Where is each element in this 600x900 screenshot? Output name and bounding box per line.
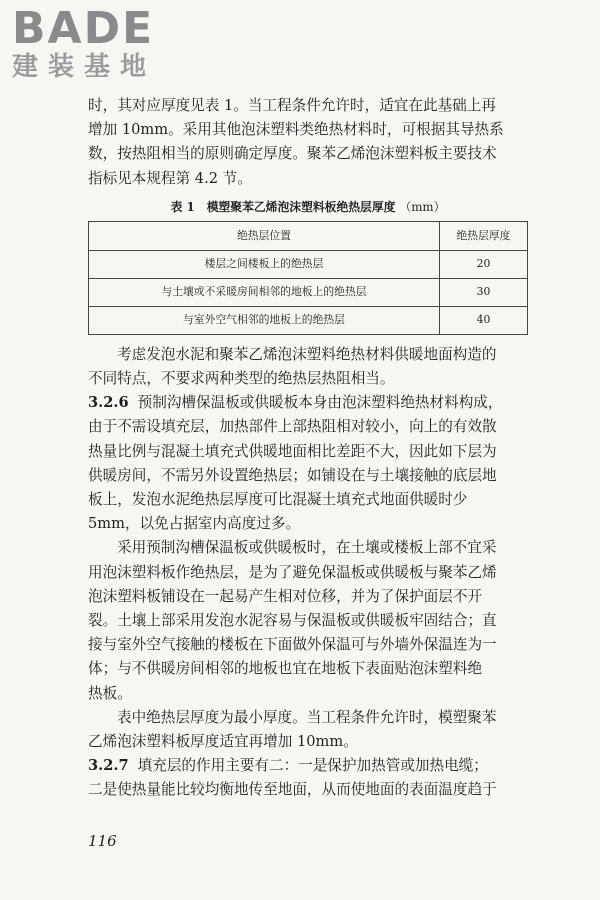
section-number: 3.2.6 [88,394,129,412]
paragraph-prefab-board [88,536,528,705]
text-line: 考虑发泡水泥和聚苯乙烯泡沫塑料绝热材料供暖地面构造的 [117,345,497,363]
table-row [89,250,528,278]
logo [12,3,157,82]
text-line: 指标见本规程第 4.2 节。 [88,169,252,187]
text-line: 泡沫塑料板铺设在一起易产生相对位移，并为了保护面层不开 [88,587,483,605]
paragraph-minimum-thickness [88,706,528,754]
text-line: 用泡沫塑料板作绝热层，是为了避免保温板或供暖板与聚苯乙烯 [88,563,497,581]
text-line: 热板。 [88,684,132,702]
logo-sub-text: 建装基地 [12,52,157,82]
table-cell: 40 [440,306,528,334]
text-line: 预制沟槽保温板或供暖板本身由泡沫塑料绝热材料构成， [137,394,503,412]
table-cell: 楼层之间楼板上的绝热层 [89,250,440,278]
text-line: 供暖房间，不需另外设置绝热层；如铺设在与土壤接触的底层地 [88,466,497,484]
text-line: 填充层的作用主要有二：一是保护加热管或加热电缆； [137,757,488,775]
section-3-2-7 [88,754,528,802]
table-header-cell: 绝热层厚度 [440,221,528,250]
paragraph-top [88,94,528,191]
text-line: 数，按热阻相当的原则确定厚度。聚苯乙烯泡沫塑料板主要技术 [88,145,497,163]
table-row [89,278,528,306]
text-line: 裂。土壤上部采用发泡水泥容易与保温板或供暖板牢固结合；直 [88,612,497,630]
table-caption-number: 表 1 [170,199,195,214]
text-line: 体；与不供暖房间相邻的地板也宜在地板下表面贴泡沫塑料绝 [88,660,483,678]
table-cell: 20 [440,250,528,278]
text-line: 时，其对应厚度见表 1。当工程条件允许时，适宜在此基础上再 [88,97,496,114]
text-line: 由于不需设填充层，加热部件上部热阻相对较小，向上的有效散 [88,418,497,436]
table-caption [88,197,528,217]
text-line: 板上，发泡水泥绝热层厚度可比混凝土填充式地面供暖时少 [88,491,468,509]
logo-main-text: BADE [12,3,155,54]
section-heading-line [88,754,528,778]
table-header-row [89,221,528,250]
section-number: 3.2.7 [88,757,129,775]
table-caption-unit: （mm） [399,199,446,214]
text-line: 5mm，以免占据室内高度过多。 [88,515,301,533]
text-line: 采用预制沟槽保温板或供暖板时，在土壤或楼板上部不宜采 [117,539,497,557]
text-line: 乙烯泡沫塑料板厚度适宜再增加 10mm。 [88,733,358,751]
table-header-cell: 绝热层位置 [89,221,440,250]
text-line: 表中绝热层厚度为最小厚度。当工程条件允许时，模塑聚苯 [117,708,497,726]
page-content [88,94,528,803]
table-row [89,306,528,334]
insulation-thickness-table [88,221,528,335]
text-line: 二是使热量能比较均衡地传至地面，从而使地面的表面温度趋于 [88,781,497,799]
text-line: 热量比例与混凝土填充式供暖地面相比差距不大，因此如下层为 [88,442,497,460]
table-caption-title: 模塑聚苯乙烯泡沫塑料板绝热层厚度 [206,199,396,214]
table-cell: 与室外空气相邻的地板上的绝热层 [89,306,440,334]
text-line: 接与室外空气接触的楼板在下面做外保温可与外墙外保温连为一 [88,636,497,654]
table-cell: 30 [440,278,528,306]
section-3-2-6 [88,391,528,536]
text-line: 不同特点，不要求两种类型的绝热层热阻相当。 [88,370,395,388]
paragraph-after-table [88,343,528,391]
text-line: 增加 10mm。采用其他泡沫塑料类绝热材料时，可根据其导热系 [88,121,504,139]
table-cell: 与土壤或不采暖房间相邻的地板上的绝热层 [89,278,440,306]
section-heading-line [88,391,528,415]
page-number: 116 [88,832,117,850]
